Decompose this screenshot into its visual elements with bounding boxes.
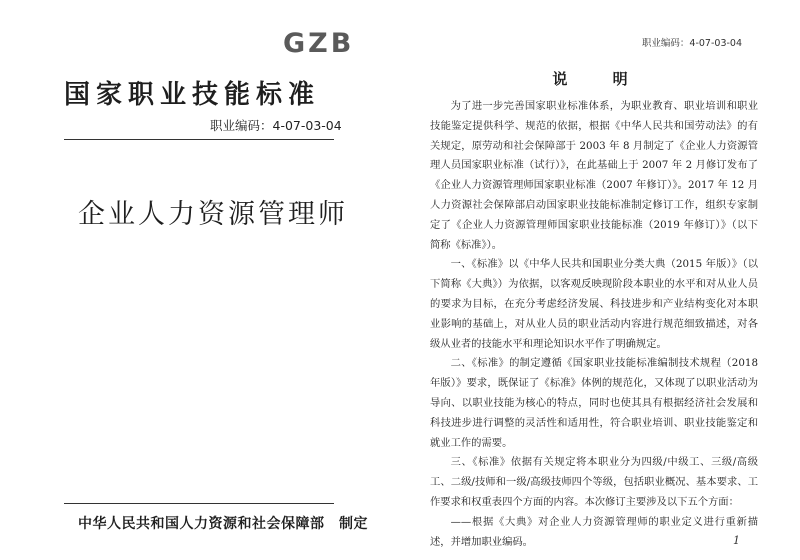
occupation-title: 企业人力资源管理师 (78, 199, 348, 230)
gzb-logo: GZB (283, 28, 355, 59)
top-divider (64, 139, 334, 140)
body-text (430, 97, 758, 552)
occupation-code: 职业编码：4-07-03-04 (210, 118, 342, 133)
page-number: 1 (733, 534, 740, 547)
paragraph-4: ——根据《大典》对企业人力资源管理师的职业定义进行重新描述，并增加职业编码。 (430, 515, 758, 548)
issuer-line: 中华人民共和国人力资源和社会保障部 制定 (78, 516, 368, 532)
bottom-divider (64, 503, 334, 504)
paragraph-3: 三、《标准》依据有关规定将本职业分为四级/中级工、三级/高级工、二级/技师和一级/高级技师四个等级，包括职业概况、基本要求、工作要求和权重表四个方面的内容。本次修订主要涉及以下五个方面： (430, 456, 758, 508)
paragraph-1: 一、《标准》以《中华人民共和国职业分类大典（2015 年版）》（以下简称《大典》）为依据，以客观反映现阶段本职业的水平和对从业人员的要求为目标，在充分考虑经济发展、科技进步和产业结构变化对本职业影响的基础上，对从业人员的职业活动内容进行规范细致描述，对各级从业者的技能水平和理论知识水平作了明确规定。 (430, 258, 758, 350)
standard-title: 国家职业技能标准 (64, 80, 321, 110)
page-header-code: 职业编码：4-07-03-04 (641, 38, 742, 49)
explanation-page (420, 0, 780, 560)
paragraph-intro: 为了进一步完善国家职业标准体系，为职业教育、职业培训和职业技能鉴定提供科学、规范的依据，根据《中华人民共和国劳动法》的有关规定，原劳动和社会保障部于 2003 年 8 月制定了《企业人力资源管理人员国家职业标准（试行）》，在此基础上于 2007 年 2 月修订发布了《企业人力资源管理师国家职业标准（2007 年修订）》。2017 年 12 月人力资源社会保障部启动国家职业技能标准制定修订工作，组织专家制定了《企业人力资源管理师国家职业技能标准（2019 年修订）》（以下简称《标准》）。 (430, 100, 758, 251)
section-heading: 说 明 (552, 70, 648, 88)
paragraph-2: 二、《标准》的制定遵循《国家职业技能标准编制技术规程（2018 年版）》要求，既保证了《标准》体例的规范化，又体现了以职业活动为导向、以职业技能为核心的特点，同时也使其具有根据经济社会发展和科技进步进行调整的灵活性和适用性，符合职业培训、职业技能鉴定和就业工作的需要。 (430, 357, 758, 449)
